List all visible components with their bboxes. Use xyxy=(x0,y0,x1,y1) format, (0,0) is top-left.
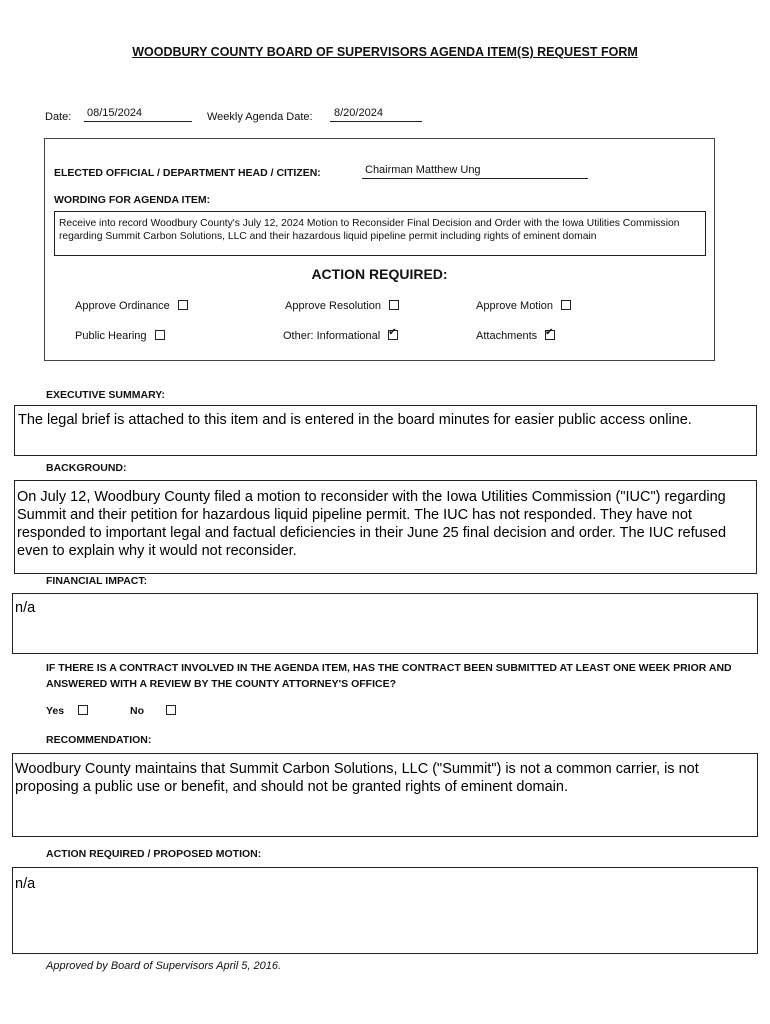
checkbox-icon xyxy=(166,705,176,715)
background-label: BACKGROUND: xyxy=(46,462,127,474)
checkbox-checked-icon xyxy=(388,330,398,340)
contract-yes-option[interactable] xyxy=(46,705,88,717)
checkbox-icon xyxy=(561,300,571,310)
option-public-hearing[interactable] xyxy=(75,330,165,342)
option-approve-ordinance[interactable] xyxy=(75,300,188,312)
option-approve-resolution[interactable] xyxy=(285,300,399,312)
recommendation-field[interactable]: Woodbury County maintains that Summit Carbon Solutions, LLC ("Summit") is not a common carrier, is not proposing a public use or benefit, and should not be granted rights of eminent domain. xyxy=(12,753,758,837)
checkbox-icon xyxy=(78,705,88,715)
option-approve-motion[interactable] xyxy=(476,300,571,312)
wording-label: WORDING FOR AGENDA ITEM: xyxy=(54,194,211,206)
checkbox-icon xyxy=(178,300,188,310)
executive-summary-field[interactable]: The legal brief is attached to this item and is entered in the board minutes for easier public access online. xyxy=(14,405,757,456)
option-attachments[interactable] xyxy=(476,330,555,342)
wording-field[interactable]: Receive into record Woodbury County's July 12, 2024 Motion to Reconsider Final Decision and Order with the Iowa Utilities Commission regarding Summit Carbon Solutions, LLC and their hazardous liquid pipeline permit including rights of eminent domain xyxy=(54,211,706,256)
yes-label: Yes xyxy=(46,705,65,717)
form-title: WOODBURY COUNTY BOARD OF SUPERVISORS AGENDA ITEM(S) REQUEST FORM xyxy=(132,45,638,59)
option-label: Approve Resolution xyxy=(285,300,382,312)
option-label: Public Hearing xyxy=(75,330,147,342)
footer-approval-note: Approved by Board of Supervisors April 5, 2016. xyxy=(46,960,282,972)
action-required-heading: ACTION REQUIRED: xyxy=(311,266,448,282)
option-label: Attachments xyxy=(476,330,538,342)
proposed-motion-field[interactable]: n/a xyxy=(12,867,758,954)
option-other-informational[interactable] xyxy=(283,330,398,342)
date-label: Date: xyxy=(45,111,72,123)
checkbox-icon xyxy=(389,300,399,310)
option-label: Approve Ordinance xyxy=(75,300,170,312)
financial-impact-label: FINANCIAL IMPACT: xyxy=(46,575,148,587)
official-field[interactable]: Chairman Matthew Ung xyxy=(362,164,588,179)
contract-no-option[interactable] xyxy=(130,705,176,717)
proposed-motion-label: ACTION REQUIRED / PROPOSED MOTION: xyxy=(46,848,262,860)
financial-impact-field[interactable]: n/a xyxy=(12,593,758,654)
checkbox-checked-icon xyxy=(545,330,555,340)
checkbox-icon xyxy=(155,330,165,340)
option-label: Other: Informational xyxy=(283,330,381,342)
contract-question: IF THERE IS A CONTRACT INVOLVED IN THE AGENDA ITEM, HAS THE CONTRACT BEEN SUBMITTED AT LEAST ONE WEEK PRIOR AND ANSWERED WITH A REVIEW BY THE COUNTY ATTORNEY'S OFFICE? xyxy=(46,662,732,690)
official-label: ELECTED OFFICIAL / DEPARTMENT HEAD / CITIZEN: xyxy=(54,167,321,179)
option-label: Approve Motion xyxy=(476,300,554,312)
date-field[interactable]: 08/15/2024 xyxy=(84,107,192,122)
weekly-agenda-label: Weekly Agenda Date: xyxy=(207,111,313,123)
executive-summary-label: EXECUTIVE SUMMARY: xyxy=(46,389,166,401)
weekly-agenda-field[interactable]: 8/20/2024 xyxy=(330,107,422,122)
background-field[interactable]: On July 12, Woodbury County filed a motion to reconsider with the Iowa Utilities Commission ("IUC") regarding Summit and their petition for hazardous liquid pipeline permit. The IUC has not responded. They have not responded to important legal and factual deficiencies in their June 25 final decision and order. The IUC refused even to explain why it would not reconsider. xyxy=(14,480,757,574)
no-label: No xyxy=(130,705,144,717)
recommendation-label: RECOMMENDATION: xyxy=(46,734,152,746)
